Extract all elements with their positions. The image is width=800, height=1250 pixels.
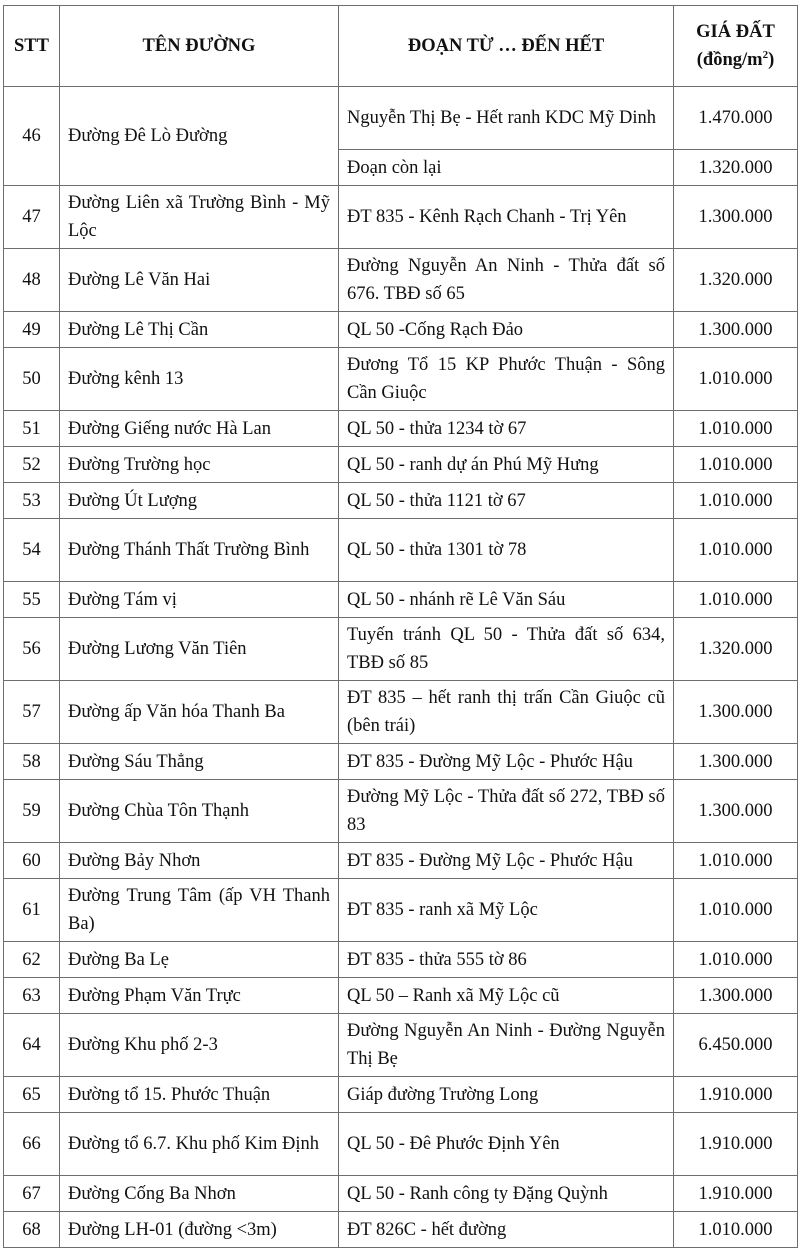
cell-price: 1.300.000 xyxy=(674,186,798,249)
table-row xyxy=(4,411,798,447)
unit-suffix: ) xyxy=(768,50,775,70)
cell-stt: 60 xyxy=(4,843,60,879)
cell-price: 1.010.000 xyxy=(674,843,798,879)
cell-street-name: Đường Ba Lẹ xyxy=(60,942,339,978)
cell-street-name: Đường Chùa Tôn Thạnh xyxy=(60,780,339,843)
cell-street-name: Đường kênh 13 xyxy=(60,348,339,411)
cell-segment: ĐT 835 - Kênh Rạch Chanh - Trị Yên xyxy=(339,186,674,249)
cell-stt: 49 xyxy=(4,312,60,348)
cell-street-name: Đường Giếng nước Hà Lan xyxy=(60,411,339,447)
cell-street-name: Đường Khu phố 2-3 xyxy=(60,1014,339,1077)
cell-price: 6.450.000 xyxy=(674,1014,798,1077)
cell-stt: 56 xyxy=(4,618,60,681)
table-row xyxy=(4,1077,798,1113)
cell-price: 1.300.000 xyxy=(674,312,798,348)
table-row xyxy=(4,1014,798,1077)
table-row xyxy=(4,348,798,411)
cell-price: 1.910.000 xyxy=(674,1176,798,1212)
cell-price: 1.010.000 xyxy=(674,1212,798,1248)
cell-segment: Đường Nguyễn An Ninh - Đường Nguyễn Thị Bẹ xyxy=(339,1014,674,1077)
cell-segment: QL 50 - nhánh rẽ Lê Văn Sáu xyxy=(339,582,674,618)
cell-stt: 65 xyxy=(4,1077,60,1113)
cell-segment: ĐT 835 - ranh xã Mỹ Lộc xyxy=(339,879,674,942)
cell-street-name: Đường Cống Ba Nhơn xyxy=(60,1176,339,1212)
table-row xyxy=(4,186,798,249)
cell-street-name: Đường Út Lượng xyxy=(60,483,339,519)
table-row xyxy=(4,978,798,1014)
cell-segment: QL 50 - Ranh công ty Đặng Quỳnh xyxy=(339,1176,674,1212)
cell-price: 1.010.000 xyxy=(674,519,798,582)
table-row xyxy=(4,447,798,483)
cell-stt: 47 xyxy=(4,186,60,249)
cell-price: 1.470.000 xyxy=(674,87,798,150)
cell-price: 1.010.000 xyxy=(674,582,798,618)
cell-price: 1.010.000 xyxy=(674,483,798,519)
cell-segment: ĐT 835 - Đường Mỹ Lộc - Phước Hậu xyxy=(339,843,674,879)
cell-stt: 68 xyxy=(4,1212,60,1248)
cell-stt: 48 xyxy=(4,249,60,312)
cell-stt: 67 xyxy=(4,1176,60,1212)
table-row xyxy=(4,1113,798,1176)
cell-segment: ĐT 835 - thửa 555 tờ 86 xyxy=(339,942,674,978)
cell-stt: 57 xyxy=(4,681,60,744)
header-price-unit xyxy=(682,46,789,74)
cell-segment: QL 50 – Ranh xã Mỹ Lộc cũ xyxy=(339,978,674,1014)
cell-price: 1.300.000 xyxy=(674,978,798,1014)
table-row xyxy=(4,780,798,843)
header-street-name: TÊN ĐƯỜNG xyxy=(60,6,339,87)
table-row xyxy=(4,582,798,618)
cell-segment: QL 50 - thửa 1234 tờ 67 xyxy=(339,411,674,447)
cell-segment: QL 50 -Cống Rạch Đảo xyxy=(339,312,674,348)
cell-street-name: Đường ấp Văn hóa Thanh Ba xyxy=(60,681,339,744)
cell-price: 1.320.000 xyxy=(674,249,798,312)
cell-price: 1.320.000 xyxy=(674,150,798,186)
cell-segment: Giáp đường Trường Long xyxy=(339,1077,674,1113)
cell-stt: 46 xyxy=(4,87,60,186)
cell-stt: 52 xyxy=(4,447,60,483)
table-row xyxy=(4,1176,798,1212)
table-row xyxy=(4,519,798,582)
table-row xyxy=(4,681,798,744)
cell-stt: 63 xyxy=(4,978,60,1014)
cell-street-name: Đường Liên xã Trường Bình - Mỹ Lộc xyxy=(60,186,339,249)
table-row xyxy=(4,312,798,348)
cell-street-name: Đường Trường học xyxy=(60,447,339,483)
cell-price: 1.910.000 xyxy=(674,1113,798,1176)
table-row xyxy=(4,483,798,519)
cell-segment: Đương Tổ 15 KP Phước Thuận - Sông Cần Giuộc xyxy=(339,348,674,411)
cell-street-name: Đường Lê Văn Hai xyxy=(60,249,339,312)
header-land-price xyxy=(674,6,798,87)
land-price-table xyxy=(3,5,798,1248)
cell-stt: 51 xyxy=(4,411,60,447)
cell-segment: ĐT 835 - Đường Mỹ Lộc - Phước Hậu xyxy=(339,744,674,780)
cell-street-name: Đường tổ 6.7. Khu phố Kim Định xyxy=(60,1113,339,1176)
cell-segment: Nguyễn Thị Bẹ - Hết ranh KDC Mỹ Dinh xyxy=(339,87,674,150)
table-row xyxy=(4,744,798,780)
cell-street-name: Đường Lương Văn Tiên xyxy=(60,618,339,681)
cell-stt: 62 xyxy=(4,942,60,978)
cell-price: 1.320.000 xyxy=(674,618,798,681)
cell-price: 1.010.000 xyxy=(674,447,798,483)
cell-stt: 64 xyxy=(4,1014,60,1077)
cell-street-name: Đường Phạm Văn Trực xyxy=(60,978,339,1014)
cell-price: 1.010.000 xyxy=(674,411,798,447)
table-row xyxy=(4,942,798,978)
cell-street-name: Đường tổ 15. Phước Thuận xyxy=(60,1077,339,1113)
cell-price: 1.300.000 xyxy=(674,744,798,780)
cell-segment: Đoạn còn lại xyxy=(339,150,674,186)
cell-street-name: Đường Sáu Thẳng xyxy=(60,744,339,780)
cell-stt: 59 xyxy=(4,780,60,843)
header-price-title: GIÁ ĐẤT xyxy=(696,22,775,42)
cell-street-name: Đường Trung Tâm (ấp VH Thanh Ba) xyxy=(60,879,339,942)
cell-stt: 58 xyxy=(4,744,60,780)
cell-stt: 53 xyxy=(4,483,60,519)
unit-prefix: (đồng/m xyxy=(696,50,763,70)
cell-segment: QL 50 - thửa 1121 tờ 67 xyxy=(339,483,674,519)
cell-price: 1.010.000 xyxy=(674,348,798,411)
cell-stt: 54 xyxy=(4,519,60,582)
cell-segment: Đường Nguyễn An Ninh - Thửa đất số 676. TBĐ số 65 xyxy=(339,249,674,312)
cell-segment: QL 50 - Đê Phước Định Yên xyxy=(339,1113,674,1176)
cell-segment: QL 50 - ranh dự án Phú Mỹ Hưng xyxy=(339,447,674,483)
cell-street-name: Đường Đê Lò Đường xyxy=(60,87,339,186)
table-row xyxy=(4,879,798,942)
cell-price: 1.010.000 xyxy=(674,942,798,978)
cell-price: 1.300.000 xyxy=(674,780,798,843)
cell-street-name: Đường Bảy Nhơn xyxy=(60,843,339,879)
unit-superscript: 2 xyxy=(762,48,769,61)
header-row xyxy=(4,6,798,87)
cell-segment: ĐT 826C - hết đường xyxy=(339,1212,674,1248)
table-row xyxy=(4,249,798,312)
table-row xyxy=(4,843,798,879)
header-segment: ĐOẠN TỪ … ĐẾN HẾT xyxy=(339,6,674,87)
cell-street-name: Đường Lê Thị Cần xyxy=(60,312,339,348)
cell-segment: QL 50 - thửa 1301 tờ 78 xyxy=(339,519,674,582)
table-row xyxy=(4,618,798,681)
cell-price: 1.010.000 xyxy=(674,879,798,942)
cell-price: 1.910.000 xyxy=(674,1077,798,1113)
table-row xyxy=(4,87,798,150)
cell-street-name: Đường Thánh Thất Trường Bình xyxy=(60,519,339,582)
cell-stt: 66 xyxy=(4,1113,60,1176)
cell-segment: Tuyến tránh QL 50 - Thửa đất số 634, TBĐ số 85 xyxy=(339,618,674,681)
cell-stt: 55 xyxy=(4,582,60,618)
table-row xyxy=(4,1212,798,1248)
header-stt: STT xyxy=(4,6,60,87)
cell-street-name: Đường Tám vị xyxy=(60,582,339,618)
cell-segment: Đường Mỹ Lộc - Thửa đất số 272, TBĐ số 83 xyxy=(339,780,674,843)
cell-price: 1.300.000 xyxy=(674,681,798,744)
cell-stt: 50 xyxy=(4,348,60,411)
cell-street-name: Đường LH-01 (đường <3m) xyxy=(60,1212,339,1248)
cell-stt: 61 xyxy=(4,879,60,942)
cell-segment: ĐT 835 – hết ranh thị trấn Cần Giuộc cũ (bên trái) xyxy=(339,681,674,744)
